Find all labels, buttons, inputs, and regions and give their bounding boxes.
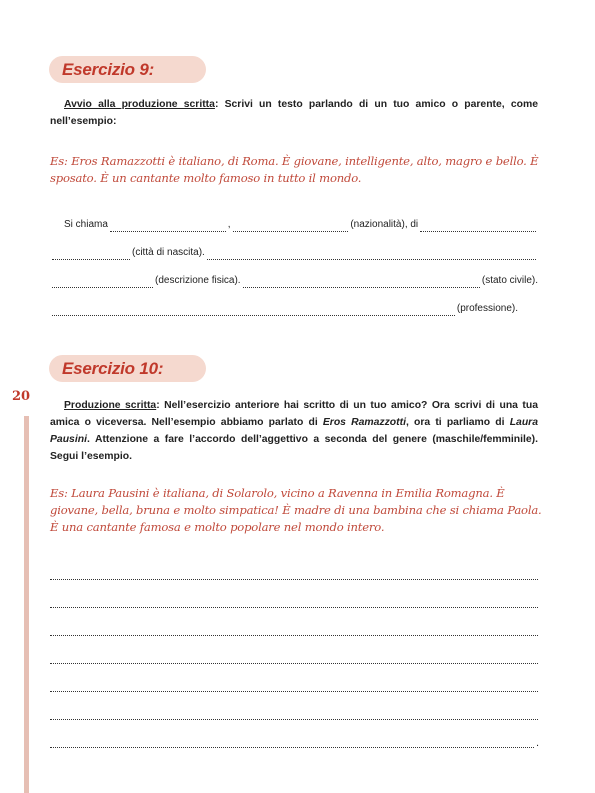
exercise-9-title: Esercizio 9: [62, 59, 155, 79]
exercise-9-example: Es: Eros Ramazzotti è italiano, di Roma. È giovane, intelligente, alto, magro e bello. È sposato. È un cantante molto famoso in tutto il mondo. [50, 154, 539, 185]
exercise-9-instructions [50, 96, 538, 130]
writing-line[interactable] [50, 662, 538, 664]
page-side-bar [24, 416, 29, 793]
writing-line[interactable] [50, 578, 538, 580]
exercise-10-instr-label: Produzione scritta [64, 400, 157, 411]
exercise-10-instr-em-2: Laura Pausini [50, 417, 538, 445]
blank-name[interactable] [110, 221, 226, 232]
fill-line-1 [64, 218, 538, 232]
exercise-10-instructions [50, 397, 538, 465]
blank-birth-city[interactable] [52, 249, 130, 260]
blank-surname[interactable] [233, 221, 349, 232]
fill-line-3-label-b: (stato civile). [481, 275, 538, 286]
fill-line-2-label: (città di nascita). [132, 247, 205, 258]
fill-line-2 [50, 246, 538, 260]
exercise-10-instr-text-1: : Nell’esercizio anteriore hai scritto di un tuo amico? Ora scrivi di una tua amica o viceversa. Nell’esempio abbiamo parlato di [50, 400, 538, 428]
exercise-10-heading [49, 355, 206, 382]
exercise-10-instr-text-2: , ora ti parliamo di [405, 417, 510, 428]
exercise-9-heading [49, 56, 206, 83]
writing-line[interactable] [50, 690, 538, 692]
fill-line-4-label: (professione). [456, 303, 518, 314]
blank-city[interactable] [420, 221, 536, 232]
page-number: 20 [12, 389, 31, 404]
fill-line-4 [50, 302, 538, 316]
fill-line-1-label: Si chiama [64, 219, 108, 230]
final-period: . [536, 737, 540, 749]
writing-line[interactable] [50, 634, 538, 636]
exercise-9-instr-text: : Scrivi un testo parlando di un tuo amico o parente, come nell’esempio: [50, 99, 538, 127]
exercise-9-instr-label: Avvio alla produzione scritta [64, 99, 215, 110]
fill-line-1-nationality: (nazionalità), di [350, 219, 419, 230]
fill-line-3 [50, 274, 538, 288]
exercise-10-title: Esercizio 10: [62, 358, 164, 378]
exercise-10-instr-em-1: Eros Ramazzotti [322, 417, 406, 428]
fill-line-1-comma: , [227, 219, 231, 230]
blank-marital[interactable] [243, 277, 480, 288]
blank-physical[interactable] [52, 277, 153, 288]
writing-line[interactable] [50, 606, 538, 608]
exercise-10-instr-text-3: . Attenzione a fare l’accordo dell’aggettivo a seconda del genere (maschile/femminile). Segui l’esempio. [50, 434, 538, 462]
exercise-10-example: Es: Laura Pausini è italiana, di Solarolo, vicino a Ravenna in Emilia Romagna. È giovane, bella, bruna e molto simpatica! È madre di una bambina che si chiama Paola. È una cantante famosa e molto popolare nel mondo intero. [50, 486, 542, 534]
writing-line[interactable] [50, 746, 534, 748]
fill-line-3-label-a: (descrizione fisica). [155, 275, 241, 286]
blank-line-2[interactable] [207, 249, 536, 260]
blank-profession[interactable] [52, 305, 455, 316]
writing-line[interactable] [50, 718, 538, 720]
